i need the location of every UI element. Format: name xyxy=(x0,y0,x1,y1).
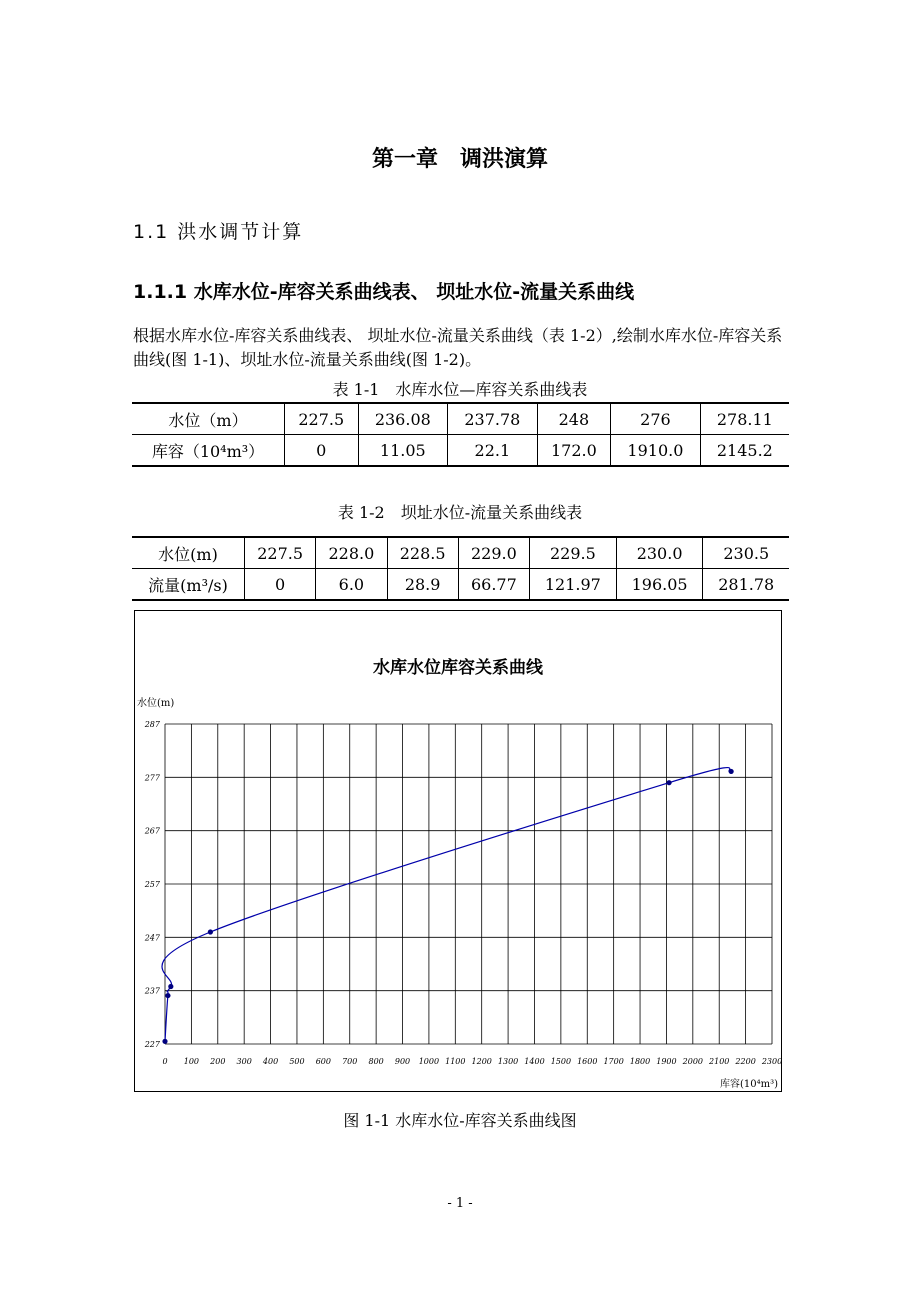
data-point xyxy=(208,929,213,934)
x-tick-label: 500 xyxy=(289,1057,305,1066)
y-tick-label: 237 xyxy=(144,986,160,996)
table-cell: 229.0 xyxy=(458,537,529,569)
y-tick-label: 267 xyxy=(144,826,160,836)
table-row xyxy=(132,537,789,569)
x-tick-label: 1100 xyxy=(445,1057,466,1066)
chart-title: 水库水位库容关系曲线 xyxy=(373,658,543,678)
table-cell: 2145.2 xyxy=(700,435,789,467)
x-tick-label: 1700 xyxy=(603,1057,624,1066)
table1-storage xyxy=(132,402,789,467)
x-tick-label: 100 xyxy=(183,1057,200,1066)
section-title: 1.1 洪水调节计算 xyxy=(133,221,304,243)
x-tick-label: 2300 xyxy=(761,1057,781,1066)
table-cell: 121.97 xyxy=(530,569,617,601)
data-point xyxy=(165,993,170,998)
table-cell: 0 xyxy=(285,435,359,467)
table1-caption: 表 1-1 水库水位—库容关系曲线表 xyxy=(332,380,588,399)
table-cell: 1910.0 xyxy=(611,435,701,467)
x-tick-label: 1400 xyxy=(524,1057,545,1066)
x-tick-label: 700 xyxy=(342,1057,358,1066)
x-tick-label: 0 xyxy=(162,1057,168,1066)
table-cell: 278.11 xyxy=(700,403,789,435)
x-tick-label: 400 xyxy=(262,1057,279,1066)
y-tick-label: 287 xyxy=(144,720,160,729)
x-tick-label: 1800 xyxy=(629,1057,651,1066)
table-row-label: 水位(m) xyxy=(158,544,218,564)
y-tick-label: 227 xyxy=(144,1040,160,1049)
x-tick-label: 2200 xyxy=(735,1057,756,1066)
x-tick-label: 600 xyxy=(315,1057,331,1066)
table-cell: 172.0 xyxy=(537,435,611,467)
x-tick-label: 1000 xyxy=(418,1057,440,1066)
table-cell: 281.78 xyxy=(703,569,789,601)
x-tick-label: 1600 xyxy=(577,1057,598,1066)
table-cell: 228.0 xyxy=(316,537,387,569)
table2-discharge xyxy=(132,536,789,601)
x-tick-label: 200 xyxy=(210,1057,226,1066)
y-tick-label: 257 xyxy=(144,880,160,889)
data-point xyxy=(168,984,173,989)
table-cell: 236.08 xyxy=(358,403,448,435)
page-number: - 1 - xyxy=(447,1196,473,1211)
table-cell: 22.1 xyxy=(448,435,538,467)
data-point xyxy=(666,780,671,785)
series-line xyxy=(162,768,731,1042)
x-tick-label: 1300 xyxy=(497,1057,519,1066)
data-point xyxy=(729,769,734,774)
x-tick-label: 300 xyxy=(236,1057,252,1066)
table-cell: 229.5 xyxy=(530,537,617,569)
data-point xyxy=(162,1039,167,1044)
table-cell: 227.5 xyxy=(245,537,316,569)
table-cell: 0 xyxy=(245,569,316,601)
table-row-label: 流量(m³/s) xyxy=(132,569,245,601)
x-tick-label: 800 xyxy=(368,1057,384,1066)
table-cell: 230.5 xyxy=(703,537,789,569)
table-cell: 230.0 xyxy=(616,537,703,569)
y-tick-label: 247 xyxy=(144,933,160,943)
y-axis-label: 水位(m) xyxy=(137,698,175,709)
x-tick-label: 1200 xyxy=(471,1057,492,1066)
chapter-title: 第一章 调洪演算 xyxy=(371,147,548,172)
x-tick-label: 1900 xyxy=(656,1057,677,1066)
table-cell: 248 xyxy=(537,403,611,435)
x-tick-label: 2100 xyxy=(709,1057,730,1066)
table-cell: 228.5 xyxy=(387,537,458,569)
table-row-label: 水位（m） xyxy=(168,410,248,430)
x-axis-label: 库容(10⁴m³) xyxy=(719,1079,778,1090)
table-cell: 11.05 xyxy=(358,435,448,467)
storage-curve-chart xyxy=(135,611,781,1091)
table-cell: 196.05 xyxy=(616,569,703,601)
table-cell: 237.78 xyxy=(448,403,538,435)
table-row-label: 库容（10⁴m³） xyxy=(132,435,285,467)
chart-frame xyxy=(134,610,782,1092)
figure-caption: 图 1-1 水库水位-库容关系曲线图 xyxy=(343,1111,577,1130)
table-cell: 227.5 xyxy=(285,403,359,435)
x-tick-label: 2000 xyxy=(682,1057,704,1066)
table-cell: 28.9 xyxy=(387,569,458,601)
body-paragraph: 根据水库水位-库容关系曲线表、 坝址水位-流量关系曲线（表 1-2）,绘制水库水位-库容关系曲线(图 1-1)、坝址水位-流量关系曲线(图 1-2)。 xyxy=(133,326,783,369)
table-cell: 66.77 xyxy=(458,569,529,601)
x-tick-label: 1500 xyxy=(550,1057,572,1066)
x-tick-label: 900 xyxy=(394,1057,411,1066)
table-row xyxy=(132,435,789,467)
subsection-title: 1.1.1 水库水位-库容关系曲线表、 坝址水位-流量关系曲线 xyxy=(133,281,635,303)
table-cell: 276 xyxy=(611,403,701,435)
y-tick-label: 277 xyxy=(144,773,160,783)
table-cell: 6.0 xyxy=(316,569,387,601)
table2-caption: 表 1-2 坝址水位-流量关系曲线表 xyxy=(337,503,583,522)
table-row xyxy=(132,403,789,435)
table-row xyxy=(132,569,789,601)
